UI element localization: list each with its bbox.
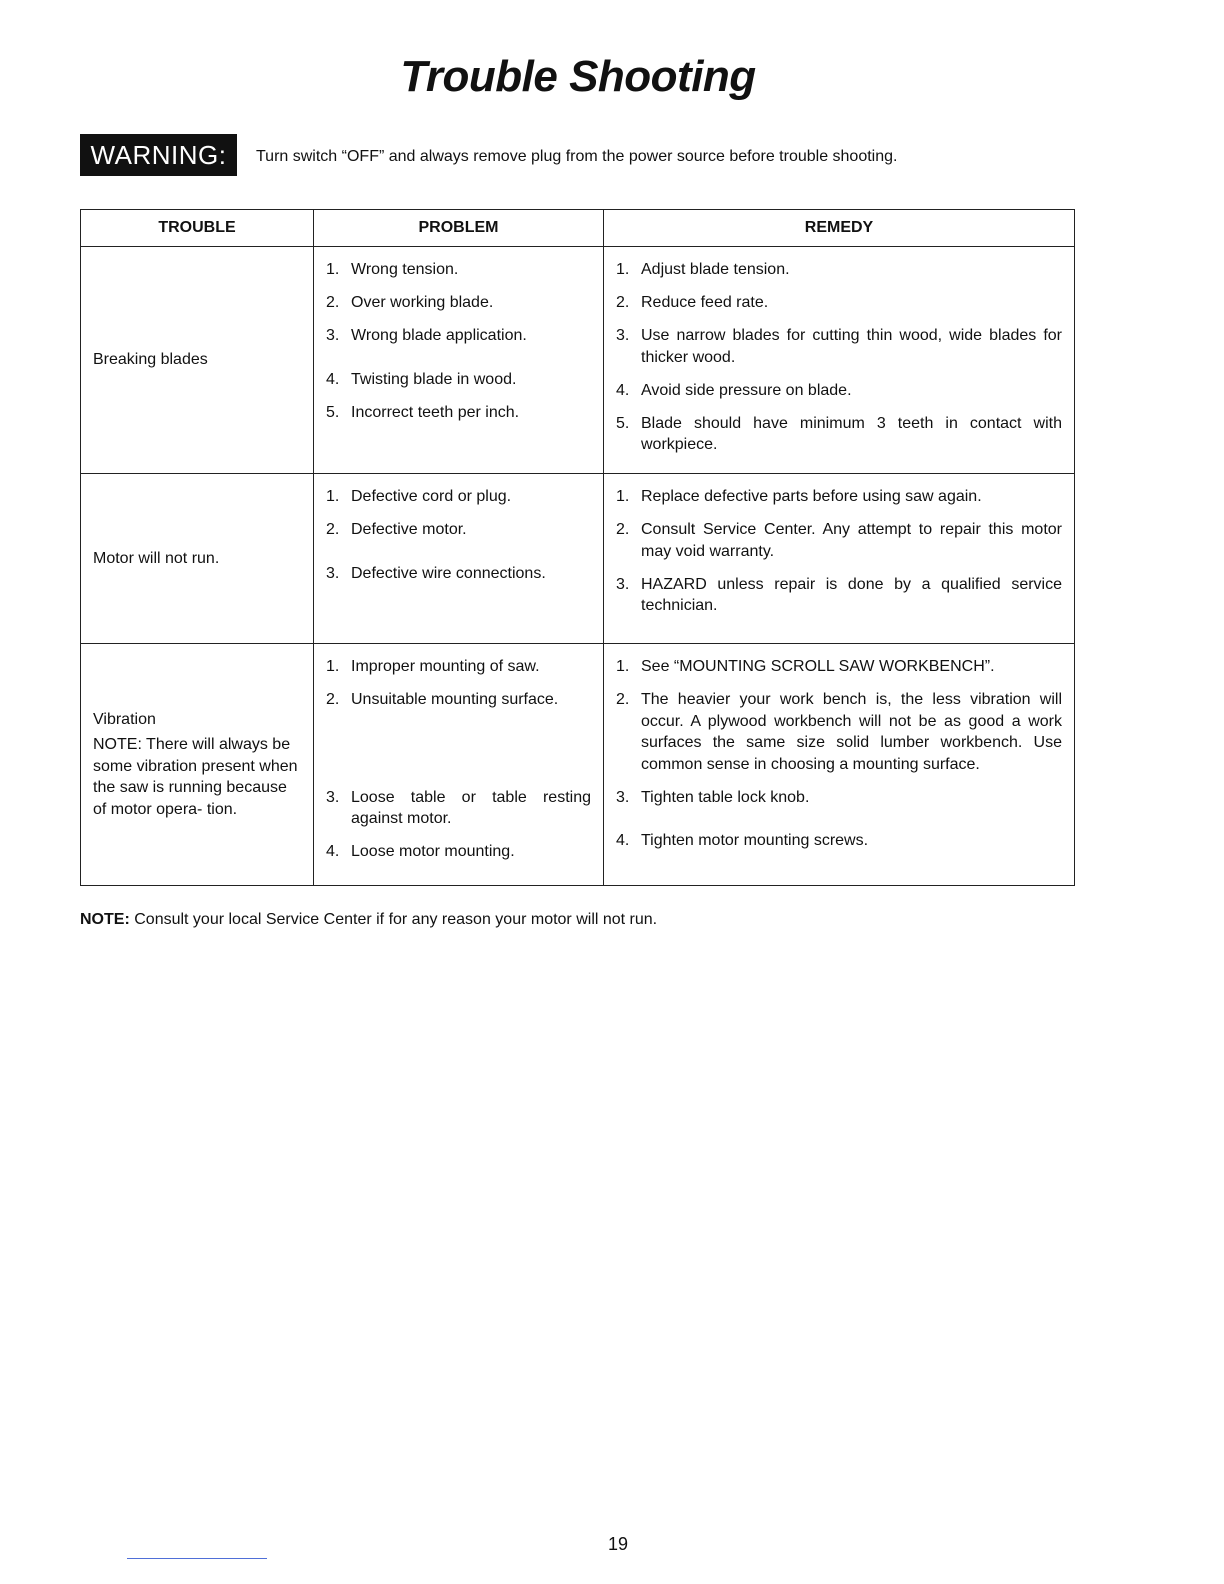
remedy-item-number: 2. <box>616 294 630 311</box>
remedy-item <box>604 259 1074 281</box>
remedy-cell <box>604 247 1075 474</box>
problem-item-text: Wrong blade application. <box>351 327 527 344</box>
problem-item-text: Defective motor. <box>351 521 467 538</box>
problem-item <box>314 656 603 678</box>
remedy-item-text: Consult Service Center. Any attempt to repair this motor may void warranty. <box>641 521 1062 560</box>
remedy-item-text: See “MOUNTING SCROLL SAW WORKBENCH”. <box>641 658 995 675</box>
trouble-label: Vibration <box>93 710 156 728</box>
problem-item-text: Loose motor mounting. <box>351 843 515 860</box>
trouble-label: Motor will not run. <box>93 549 220 567</box>
remedy-cell <box>604 474 1075 644</box>
trouble-label: Breaking blades <box>93 351 208 369</box>
remedy-item <box>604 787 1074 809</box>
problem-item-text: Over working blade. <box>351 294 494 311</box>
remedy-item <box>604 292 1074 314</box>
problem-item-text: Improper mounting of saw. <box>351 658 540 675</box>
problem-item-number: 4. <box>326 370 340 388</box>
remedy-item <box>604 830 1074 852</box>
problem-item-number: 1. <box>326 658 340 675</box>
problem-item-text: Wrong tension. <box>351 261 459 278</box>
remedy-item-text: Use narrow blades for cutting thin wood, wide blades for thicker wood. <box>641 327 1062 366</box>
remedy-list <box>604 656 1074 852</box>
trouble-shooting-table <box>80 209 1075 886</box>
problem-item <box>314 402 603 424</box>
problem-item-text: Defective wire connections. <box>351 564 546 582</box>
problem-item-number: 3. <box>326 788 340 806</box>
page-title: Trouble Shooting <box>400 52 756 101</box>
remedy-item-text: Adjust blade tension. <box>641 261 790 278</box>
remedy-item <box>604 325 1074 368</box>
problem-item <box>314 259 603 281</box>
warning-text: Turn switch “OFF” and always remove plug from the power source before trouble shooting. <box>256 148 898 165</box>
problem-item-number: 2. <box>326 691 340 708</box>
problem-item-number: 1. <box>326 261 340 278</box>
footer-rule <box>127 1558 267 1559</box>
remedy-item-text: Blade should have minimum 3 teeth in contact with workpiece. <box>641 414 1062 453</box>
remedy-item-text: Tighten table lock knob. <box>641 788 810 806</box>
problem-item-number: 3. <box>326 327 340 344</box>
page-number: 19 <box>607 1534 629 1554</box>
remedy-item-text: The heavier your work bench is, the less vibration will occur. A plywood workbench will not be as good a work surfaces the same size solid lumber workbench. Use common sense in choosing a mounting surface. <box>641 691 1062 773</box>
problem-item <box>314 369 603 391</box>
footnote-label: NOTE: <box>80 911 130 928</box>
remedy-item-number: 5. <box>616 414 630 432</box>
trouble-cell <box>81 644 314 886</box>
remedy-list <box>604 259 1074 456</box>
problem-list <box>314 656 603 863</box>
remedy-item <box>604 519 1074 562</box>
header-remedy: REMEDY <box>604 210 1075 247</box>
warning-badge: WARNING: <box>80 134 237 176</box>
remedy-item-number: 2. <box>616 521 630 538</box>
problem-item-text: Loose table or table resting against motor. <box>351 788 591 827</box>
problem-item <box>314 787 603 830</box>
problem-item-number: 4. <box>326 843 340 860</box>
remedy-item-text: Tighten motor mounting screws. <box>641 832 869 849</box>
trouble-cell <box>81 474 314 644</box>
table-row <box>81 644 1075 886</box>
remedy-item <box>604 486 1074 508</box>
problem-item <box>314 563 603 585</box>
problem-item-text: Twisting blade in wood. <box>351 370 517 388</box>
remedy-item-number: 3. <box>616 327 630 344</box>
remedy-item <box>604 689 1074 775</box>
remedy-item-text: Reduce feed rate. <box>641 294 769 311</box>
remedy-item-number: 3. <box>616 575 630 593</box>
remedy-item-text: Replace defective parts before using saw again. <box>641 488 982 505</box>
remedy-item-number: 2. <box>616 691 630 708</box>
problem-cell <box>314 247 604 474</box>
header-problem: PROBLEM <box>314 210 604 247</box>
footnote <box>80 911 657 929</box>
remedy-item <box>604 574 1074 617</box>
remedy-item-number: 1. <box>616 658 630 675</box>
problem-list <box>314 259 603 423</box>
problem-item <box>314 292 603 314</box>
problem-item-text: Incorrect teeth per inch. <box>351 403 520 421</box>
trouble-cell <box>81 247 314 474</box>
table-row <box>81 247 1075 474</box>
problem-item-number: 1. <box>326 488 340 505</box>
problem-item <box>314 486 603 508</box>
footnote-text: Consult your local Service Center if for any reason your motor will not run. <box>134 911 658 928</box>
problem-cell <box>314 474 604 644</box>
remedy-item-number: 1. <box>616 488 630 505</box>
remedy-item <box>604 413 1074 456</box>
remedy-item-text: Avoid side pressure on blade. <box>641 381 852 399</box>
remedy-item-number: 3. <box>616 788 630 806</box>
trouble-note: NOTE: There will always be some vibration present when the saw is running because of motor opera- tion. <box>93 736 298 818</box>
problem-item-number: 3. <box>326 564 340 582</box>
problem-list <box>314 486 603 584</box>
problem-item <box>314 519 603 541</box>
header-trouble: TROUBLE <box>81 210 314 247</box>
remedy-item <box>604 380 1074 402</box>
problem-item-number: 2. <box>326 521 340 538</box>
problem-item-text: Unsuitable mounting surface. <box>351 691 559 708</box>
problem-item <box>314 689 603 711</box>
problem-item-number: 5. <box>326 403 340 421</box>
remedy-item-number: 1. <box>616 261 630 278</box>
table-row <box>81 474 1075 644</box>
remedy-item-number: 4. <box>616 832 630 849</box>
remedy-item-number: 4. <box>616 381 630 399</box>
problem-item-text: Defective cord or plug. <box>351 488 512 505</box>
problem-item <box>314 325 603 347</box>
remedy-item <box>604 656 1074 678</box>
remedy-cell <box>604 644 1075 886</box>
table-header-row <box>81 210 1075 247</box>
problem-item <box>314 841 603 863</box>
remedy-item-text: HAZARD unless repair is done by a qualified service technician. <box>641 575 1062 614</box>
problem-item-number: 2. <box>326 294 340 311</box>
problem-cell <box>314 644 604 886</box>
remedy-list <box>604 486 1074 617</box>
